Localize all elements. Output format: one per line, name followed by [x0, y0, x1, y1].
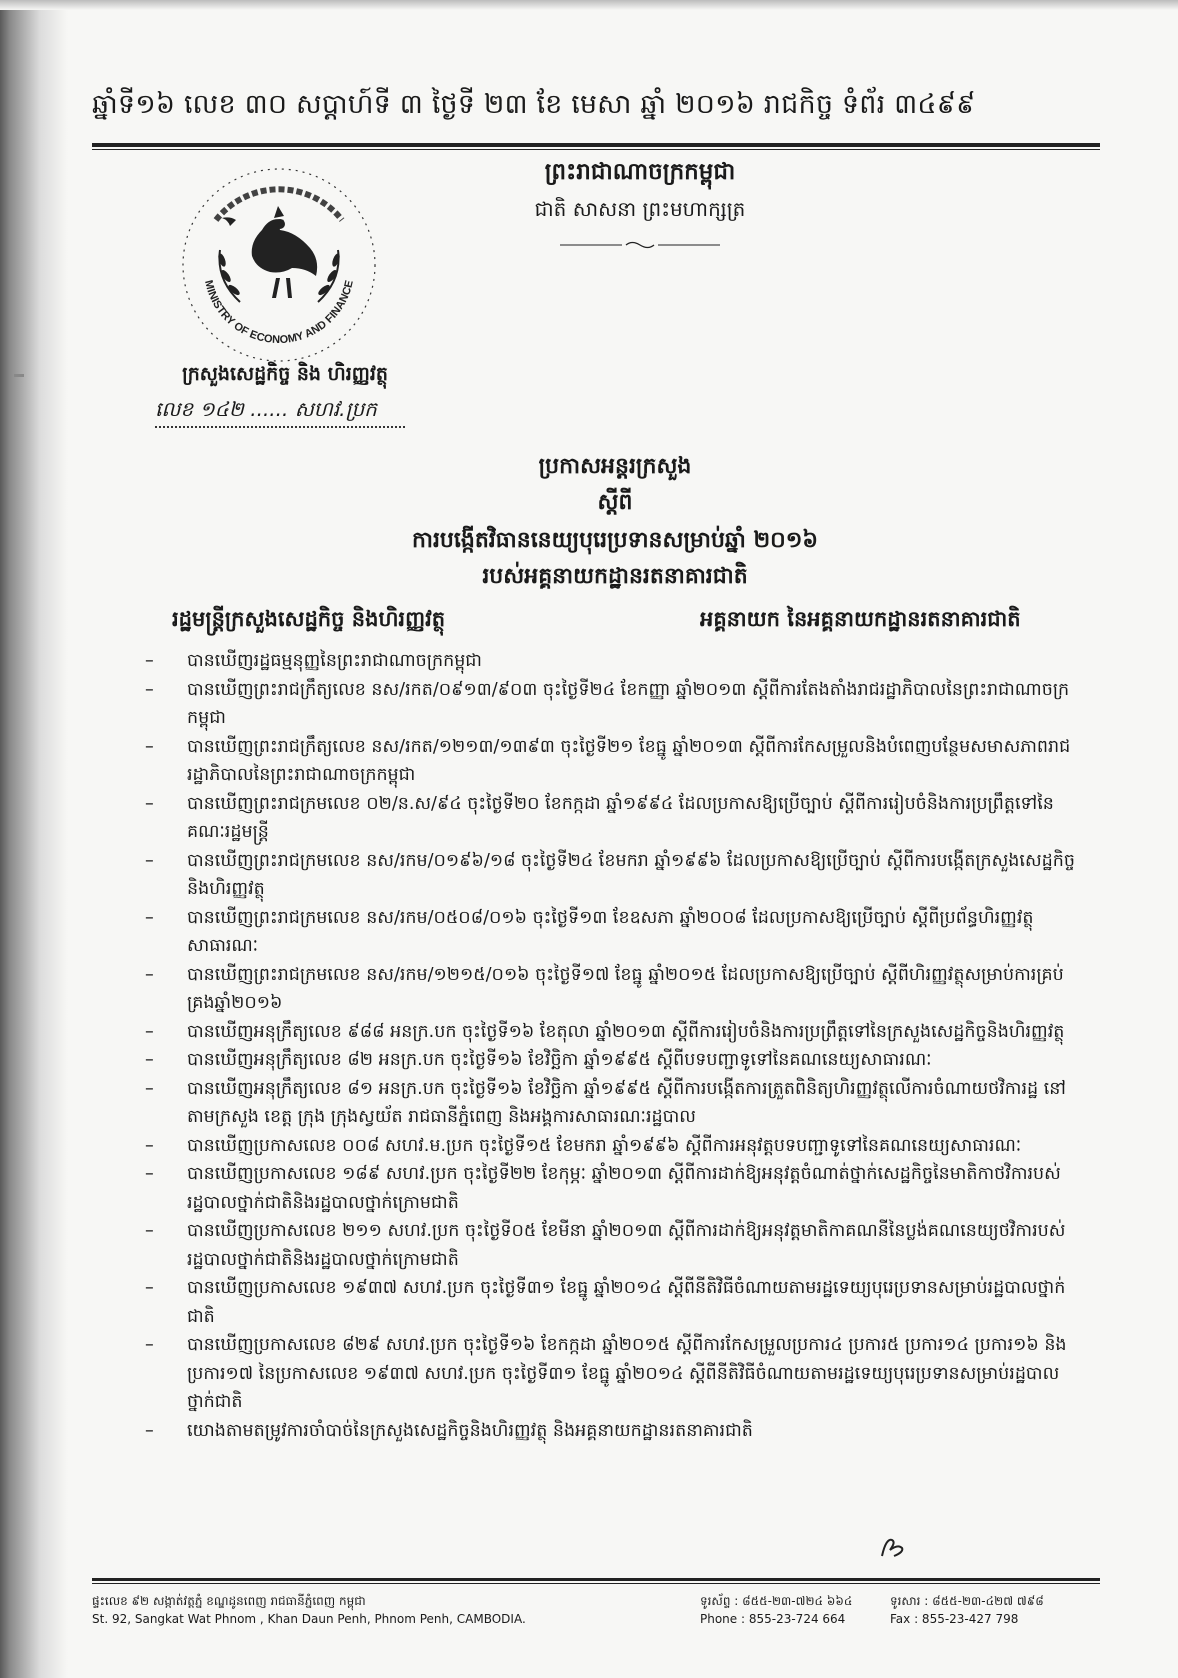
list-dash: – [145, 1078, 154, 1099]
list-item-text: បានឃើញប្រកាសលេខ ០០៨ សហវ.ម.ប្រក ចុះថ្ងៃទី១៥ ខែមករា ឆ្នាំ១៩៩៦ ស្តីពីការអនុវត្តបទបញ្ជាទូទៅនៃគណនេយ្យសាធារណៈ [187, 1135, 1022, 1156]
reference-dotted-line [155, 426, 405, 428]
list-item [145, 1417, 1085, 1446]
list-item [145, 1075, 1085, 1132]
footer-address [92, 1592, 612, 1628]
document-about: ស្តីពី [597, 490, 633, 515]
list-dash: – [145, 907, 154, 928]
list-dash: – [145, 1021, 154, 1042]
list-dash: – [145, 964, 154, 985]
list-dash: – [145, 1221, 154, 1241]
list-dash: – [145, 793, 154, 814]
seal-text: MINISTRY OF ECONOMY AND FINANCE [202, 279, 356, 347]
list-item-text: បានឃើញអនុក្រឹត្យលេខ ៨២ អនក្រ.បក ចុះថ្ងៃទី១៦ ខែវិច្ឆិកា ឆ្នាំ១៩៩៥ ស្តីពីបទបញ្ជាទូទៅនៃគណនេយ្យសាធារណៈ [187, 1050, 932, 1070]
decorative-flourish [560, 240, 720, 250]
list-item [145, 961, 1085, 1018]
list-item [145, 1132, 1085, 1161]
kingdom-name: ព្រះរាជាណាចក្រកម្ពុជា [544, 159, 736, 185]
phone-khmer: ទូរស័ព្ទ : ៨៥៥-២៣-៧២៤ ៦៦៤ [700, 1594, 853, 1608]
list-item-text: បានឃើញប្រកាសលេខ ២១១ សហវ.ប្រក ចុះថ្ងៃទី០៥ ខែមីនា ឆ្នាំ២០១៣ ស្តីពីការដាក់ឱ្យអនុវត្តមាតិកាគណនីនៃប្លង់គណនេយ្យថវិការបស់រដ្ឋបាលថ្នាក់ជាតិនិងរដ្ឋបាលថ្នាក់ក្រោមជាតិ [187, 1221, 1066, 1270]
list-dash: – [145, 850, 154, 871]
list-dash: – [145, 1164, 154, 1184]
ministry-name: ក្រសួងសេដ្ឋកិច្ច និង ហិរញ្ញវត្ថុ [182, 363, 388, 385]
footer-contact [700, 1592, 1100, 1628]
list-dash: – [145, 736, 154, 757]
list-item-text: យោងតាមតម្រូវការចាំបាច់នៃក្រសួងសេដ្ឋកិច្ចនិងហិរញ្ញវត្ថុ និងអគ្គនាយកដ្ឋានរតនាគារជាតិ [187, 1420, 753, 1441]
phone-english: Phone : 855-23-724 664 [700, 1612, 846, 1626]
list-dash: – [145, 1135, 154, 1156]
list-item-text: បានឃើញប្រកាសលេខ ១៨៩ សហវ.ប្រក ចុះថ្ងៃទី២២ ខែកុម្ភៈ ឆ្នាំ២០១៣ ស្តីពីការដាក់ឱ្យអនុវត្តចំណាត់ថ្នាក់សេដ្ឋកិច្ចនៃមាតិកាថវិការបស់រដ្ឋបាលថ្នាក់ជាតិនិងរដ្ឋបាលថ្នាក់ក្រោមជាតិ [187, 1164, 1061, 1213]
scan-top-shadow [0, 0, 1178, 10]
list-dash: – [145, 679, 154, 700]
handwritten-initial [878, 1534, 908, 1560]
header-rule [92, 143, 1100, 147]
fax-khmer: ទូរសារ : ៨៥៥-២៣-៤២៧ ៧៩៨ [890, 1594, 1044, 1608]
signatory-director-general: អគ្គនាយក នៃអគ្គនាយកដ្ឋានរតនាគារជាតិ [700, 607, 1021, 631]
list-dash: – [145, 1420, 154, 1441]
list-item [145, 676, 1085, 733]
address-english: St. 92, Sangkat Wat Phnom , Khan Daun Penh, Phnom Penh, CAMBODIA. [92, 1612, 526, 1626]
scan-edge-shadow [0, 0, 68, 1678]
list-item [145, 1331, 1085, 1417]
signatory-minister: រដ្ឋមន្ត្រីក្រសួងសេដ្ឋកិច្ច និងហិរញ្ញវត្ថុ [172, 607, 446, 631]
list-item-text: បានឃើញព្រះរាជក្រឹត្យលេខ នស/រកត/០៩១៣/៩០៣ ចុះថ្ងៃទី២៤ ខែកញ្ញា ឆ្នាំ២០១៣ ស្តីពីការតែងតាំងរាជរដ្ឋាភិបាលនៃព្រះរាជាណាចក្រកម្ពុជា [187, 679, 1070, 728]
list-dash: – [145, 1050, 154, 1070]
list-item-text: បានឃើញព្រះរាជក្រមលេខ នស/រកម/០៥០៨/០១៦ ចុះថ្ងៃទី១៣ ខែឧសភា ឆ្នាំ២០០៨ ដែលប្រកាសឱ្យប្រើច្បាប់ ស្តីពីប្រព័ន្ធហិរញ្ញវត្ថុសាធារណៈ [187, 907, 1034, 956]
list-item-text: បានឃើញប្រកាសលេខ ១៩៣៧ សហវ.ប្រក ចុះថ្ងៃទី៣១ ខែធ្នូ ឆ្នាំ២០១៤ ស្តីពីនីតិវិធីចំណាយតាមរដ្ឋទេយ្យបុរេប្រទានសម្រាប់រដ្ឋបាលថ្នាក់ជាតិ [187, 1278, 1066, 1327]
footer-rule-thin [92, 1583, 1100, 1584]
legal-basis-list [145, 647, 1085, 1445]
list-item [145, 1018, 1085, 1047]
list-item [145, 1217, 1085, 1274]
national-motto: ជាតិ សាសនា ព្រះមហាក្សត្រ [534, 197, 746, 221]
list-item-text: បានឃើញព្រះរាជក្រឹត្យលេខ នស/រកត/១២១៣/១៣៩៣ ចុះថ្ងៃទី២១ ខែធ្នូ ឆ្នាំ២០១៣ ស្តីពីការកែសម្រួលនិងបំពេញបន្ថែមសមាសភាពរាជរដ្ឋាភិបាលនៃព្រះរាជាណាចក្រកម្ពុជា [187, 736, 1071, 785]
header-rule-thin [92, 149, 1100, 150]
list-item-text: បានឃើញអនុក្រឹត្យលេខ ៩៨៨ អនក្រ.បក ចុះថ្ងៃទី១៦ ខែតុលា ឆ្នាំ២០១៣ ស្តីពីការរៀបចំនិងការប្រព្រឹត្តទៅនៃក្រសួងសេដ្ឋកិច្ចនិងហិរញ្ញវត្ថុ [187, 1021, 1065, 1042]
fax-english: Fax : 855-23-427 798 [890, 1612, 1019, 1626]
list-dash: – [145, 651, 154, 671]
svg-text:MINISTRY OF ECONOMY AND FINANC [202, 279, 356, 346]
list-item-text: បានឃើញព្រះរាជក្រមលេខ នស/រកម/០១៩៦/១៨ ចុះថ្ងៃទី២៤ ខែមករា ឆ្នាំ១៩៩៦ ដែលប្រកាសឱ្យប្រើច្បាប់ ស្តីពីការបង្កើតក្រសួងសេដ្ឋកិច្ចនិងហិរញ្ញវត្ថុ [187, 850, 1075, 899]
document-type: ប្រកាសអន្តរក្រសួង [538, 454, 692, 479]
document-subject-cont: របស់អគ្គនាយកដ្ឋានរតនាគារជាតិ [482, 564, 748, 589]
document-subject: ការបង្កើតវិធាននេយ្យបុរេប្រទានសម្រាប់ឆ្នាំ ២០១៦ [412, 528, 818, 553]
gazette-header: ឆ្នាំទី១៦ លេខ ៣០ សប្តាហ៍ទី ៣ ថ្ងៃទី ២៣ ខែ មេសា ឆ្នាំ ២០១៦ រាជកិច្ច ទំព័រ ៣៤៩៩ [92, 89, 976, 120]
list-item-text: បានឃើញព្រះរាជក្រមលេខ ០២/ន.ស/៩៤ ចុះថ្ងៃទី២០ ខែកក្កដា ឆ្នាំ១៩៩៤ ដែលប្រកាសឱ្យប្រើច្បាប់ ស្តីពីការរៀបចំនិងការប្រព្រឹត្តទៅនៃគណៈរដ្ឋមន្ត្រី [187, 793, 1054, 842]
list-item [145, 733, 1085, 790]
list-item [145, 1274, 1085, 1331]
list-item-text: បានឃើញព្រះរាជក្រមលេខ នស/រកម/១២១៥/០១៦ ចុះថ្ងៃទី១៧ ខែធ្នូ ឆ្នាំ២០១៥ ដែលប្រកាសឱ្យប្រើច្បាប់ ស្តីពីហិរញ្ញវត្ថុសម្រាប់ការគ្រប់គ្រងឆ្នាំ២០១៦ [187, 964, 1064, 1013]
list-item-text: បានឃើញប្រកាសលេខ ៨២៩ សហវ.ប្រក ចុះថ្ងៃទី១៦ ខែកក្កដា ឆ្នាំ២០១៥ ស្តីពីការកែសម្រួលប្រការ៤ ប្រការ៥ ប្រការ១៤ ប្រការ១៦ និងប្រការ១៧ នៃប្រកាសលេខ ១៩៣៧ សហវ.ប្រក ចុះថ្ងៃទី៣១ ខែធ្នូ ឆ្នាំ២០១៤ ស្តីពីនីតិវិធីចំណាយតាមរដ្ឋទេយ្យបុរេប្រទានសម្រាប់រដ្ឋបាលថ្នាក់ជាតិ [187, 1335, 1067, 1412]
list-item-text: បានឃើញអនុក្រឹត្យលេខ ៨១ អនក្រ.បក ចុះថ្ងៃទី១៦ ខែវិច្ឆិកា ឆ្នាំ១៩៩៥ ស្តីពីការបង្កើតការត្រួតពិនិត្យហិរញ្ញវត្ថុលើការចំណាយថវិការដ្ឋ នៅតាមក្រសួង ខេត្ត ក្រុង ក្រុងស្វយ័ត រាជធានីភ្នំពេញ និងអង្គការសាធារណៈរដ្ឋបាល [187, 1078, 1066, 1127]
footer-rule [92, 1578, 1100, 1581]
scan-speck [14, 374, 24, 377]
list-item-text: បានឃើញរដ្ឋធម្មនុញ្ញនៃព្រះរាជាណាចក្រកម្ពុជា [187, 651, 482, 671]
address-khmer: ផ្ទះលេខ ៩២ សង្កាត់វត្តភ្នំ ខណ្ឌដូនពេញ រាជធានីភ្នំពេញ កម្ពុជា [92, 1594, 366, 1608]
list-dash: – [145, 1278, 154, 1298]
list-item [145, 647, 1085, 676]
list-item [145, 1046, 1085, 1075]
list-item [145, 847, 1085, 904]
ministry-seal-emblem [176, 160, 382, 370]
reference-number [155, 396, 415, 432]
list-item [145, 904, 1085, 961]
list-item [145, 1160, 1085, 1217]
list-dash: – [145, 1335, 154, 1355]
reference-number-text: លេខ ១៤២ ...... សហវ.ប្រក [155, 397, 377, 421]
list-item [145, 790, 1085, 847]
